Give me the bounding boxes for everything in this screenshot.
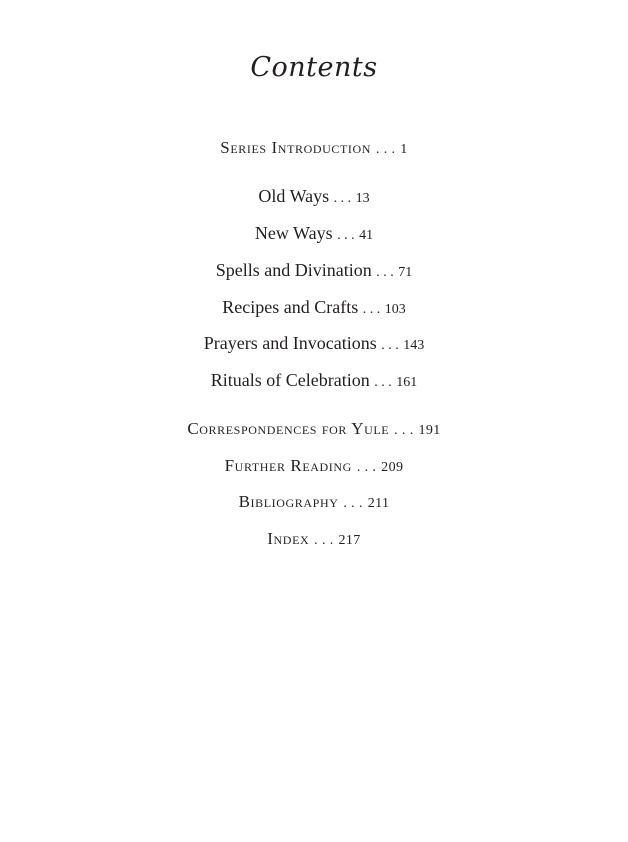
toc-entry-label: New Ways bbox=[254, 223, 333, 243]
toc-entry-old-ways[interactable] bbox=[0, 185, 628, 210]
toc-entry-prayers-and-invocations[interactable] bbox=[0, 332, 628, 357]
toc-entry-separator: . . . bbox=[333, 191, 352, 206]
toc-entry-separator: . . . bbox=[362, 302, 381, 317]
toc-entry-spells-and-divination[interactable] bbox=[0, 259, 628, 284]
toc-entry-label: Spells and Divination bbox=[215, 260, 372, 280]
toc-entry-separator: . . . bbox=[356, 460, 377, 475]
toc-entry-separator: . . . bbox=[381, 338, 399, 353]
toc-entry-page-number: 209 bbox=[381, 460, 404, 475]
toc-entry-page-number: 71 bbox=[398, 265, 413, 280]
toc-entry-rituals-of-celebration[interactable] bbox=[0, 369, 628, 394]
toc-entry-separator: . . . bbox=[337, 228, 355, 243]
toc-entry-label: Index bbox=[267, 529, 310, 548]
toc-entry-label: Prayers and Invocations bbox=[203, 333, 377, 353]
toc-entry-page-number: 161 bbox=[396, 375, 418, 390]
toc-entry-page-number: 13 bbox=[355, 191, 370, 206]
toc-entry-separator: . . . bbox=[376, 265, 394, 280]
toc-entry-label: Further Reading bbox=[224, 456, 352, 475]
toc-entry-page-number: 191 bbox=[418, 423, 441, 438]
toc-entry-label: Old Ways bbox=[258, 186, 330, 206]
toc-entry-label: Correspondences for Yule bbox=[187, 419, 390, 438]
toc-entry-separator: . . . bbox=[314, 533, 334, 548]
toc-entry-index[interactable] bbox=[0, 528, 628, 552]
toc-entry-page-number: 217 bbox=[338, 533, 361, 548]
page-title: Contents bbox=[250, 52, 378, 83]
toc-entry-label: Series Introduction bbox=[220, 138, 372, 157]
toc-entry-label: Bibliography bbox=[238, 492, 339, 511]
toc-entry-further-reading[interactable] bbox=[0, 455, 628, 479]
toc-entry-page-number: 103 bbox=[384, 302, 406, 317]
toc-entry-new-ways[interactable] bbox=[0, 222, 628, 247]
toc-entry-series-introduction[interactable] bbox=[0, 137, 628, 161]
toc-entry-bibliography[interactable] bbox=[0, 491, 628, 515]
toc-entry-label: Recipes and Crafts bbox=[222, 297, 359, 317]
toc-entry-separator: . . . bbox=[374, 375, 392, 390]
toc-entry-page-number: 41 bbox=[359, 228, 374, 243]
toc-entry-page-number: 143 bbox=[403, 338, 425, 353]
toc-entry-correspondences-for-yule[interactable] bbox=[0, 418, 628, 442]
toc-entry-separator: . . . bbox=[343, 496, 363, 511]
toc-entry-page-number: 1 bbox=[400, 142, 408, 157]
toc-entry-label: Rituals of Celebration bbox=[210, 370, 370, 390]
toc-entry-recipes-and-crafts[interactable] bbox=[0, 296, 628, 321]
toc-entry-separator: . . . bbox=[394, 423, 414, 438]
toc-entry-separator: . . . bbox=[375, 142, 396, 157]
toc-entry-page-number: 211 bbox=[367, 496, 390, 511]
